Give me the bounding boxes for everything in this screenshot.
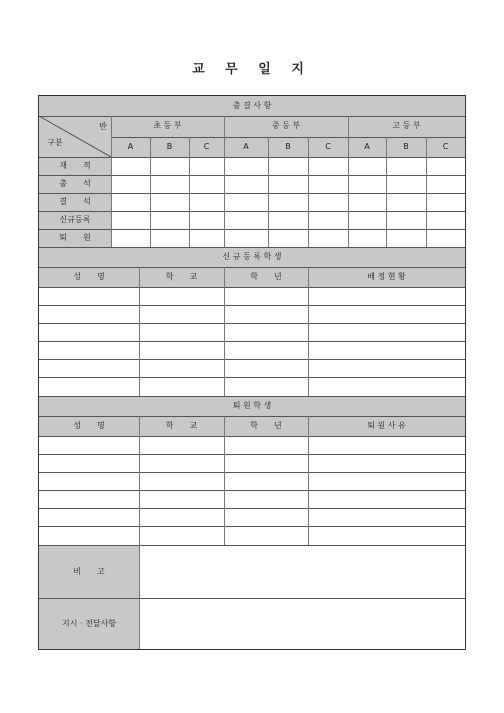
daily-log-form <box>38 95 466 650</box>
grid-line <box>39 229 465 230</box>
grid-line <box>224 116 225 247</box>
class-label: C <box>442 142 449 151</box>
row-label-absent: 결 석 <box>59 197 91 206</box>
row-label-present: 출 석 <box>59 179 91 188</box>
grid-line <box>386 137 387 247</box>
group-elementary: 초 등 부 <box>153 121 182 130</box>
grid-line <box>426 137 427 247</box>
grid-line <box>39 598 465 599</box>
col-name: 성 명 <box>73 421 105 430</box>
attendance-header: 출 결 사 항 <box>232 101 272 110</box>
instructions-field[interactable] <box>140 599 465 649</box>
class-label: B <box>166 142 173 151</box>
grid-line <box>39 157 465 158</box>
corner-class-label: 반 <box>99 122 107 131</box>
remarks-field[interactable] <box>140 546 465 598</box>
grid-line <box>39 454 465 455</box>
grid-line <box>39 116 465 117</box>
corner-category-label: 구분 <box>47 138 63 147</box>
class-label: A <box>127 142 134 151</box>
grid-line <box>39 359 465 360</box>
class-label: A <box>243 142 249 151</box>
class-label: B <box>403 142 409 151</box>
page-title: 교 무 일 지 <box>192 62 312 77</box>
grid-line <box>39 508 465 509</box>
col-grade: 학 년 <box>250 421 282 430</box>
class-label: C <box>203 142 210 151</box>
grid-line <box>111 137 465 138</box>
col-grade: 학 년 <box>250 272 282 281</box>
grid-line <box>39 341 465 342</box>
grid-line <box>150 137 151 247</box>
class-label: B <box>285 142 291 151</box>
grid-line <box>39 305 465 306</box>
grid-line <box>39 377 465 378</box>
grid-line <box>39 247 465 248</box>
new-students-header: 신 규 등 록 학 생 <box>222 252 282 261</box>
grid-line <box>189 137 190 247</box>
col-school: 학 교 <box>165 421 198 430</box>
grid-line <box>308 137 309 247</box>
group-high: 고 등 부 <box>392 121 421 130</box>
grid-line <box>39 193 465 194</box>
col-name: 성 명 <box>73 272 105 281</box>
col-school: 학 교 <box>165 272 198 281</box>
grid-line <box>308 416 309 545</box>
col-assignment-status: 배 정 현 황 <box>367 272 406 281</box>
grid-line <box>39 436 465 437</box>
instructions-label: 지시 · 전달사항 <box>62 619 116 628</box>
row-label-enrolled: 재 적 <box>59 161 91 170</box>
grid-line <box>111 116 112 247</box>
grid-line <box>308 267 309 396</box>
grid-line <box>139 545 140 649</box>
col-withdrawal-reason: 퇴 원 사 유 <box>367 421 406 430</box>
row-label-withdrawn: 퇴 원 <box>59 233 91 242</box>
grid-line <box>139 416 140 545</box>
grid-line <box>39 267 465 268</box>
row-label-new-registration: 신규등록 <box>59 215 91 224</box>
grid-line <box>39 396 465 397</box>
grid-line <box>224 267 225 396</box>
grid-line <box>268 137 269 247</box>
grid-line <box>39 526 465 527</box>
class-label: C <box>325 142 331 151</box>
class-label: A <box>364 142 370 151</box>
grid-line <box>39 490 465 491</box>
grid-line <box>39 472 465 473</box>
grid-line <box>39 175 465 176</box>
grid-line <box>39 287 465 288</box>
remarks-label: 비 고 <box>73 567 105 576</box>
grid-line <box>39 323 465 324</box>
grid-line <box>139 267 140 396</box>
group-middle: 중 등 부 <box>271 121 301 130</box>
grid-line <box>39 545 465 546</box>
grid-line <box>39 211 465 212</box>
grid-line <box>224 416 225 545</box>
grid-line <box>39 416 465 417</box>
grid-line <box>348 116 349 247</box>
leaving-students-header: 퇴 원 학 생 <box>232 401 272 410</box>
